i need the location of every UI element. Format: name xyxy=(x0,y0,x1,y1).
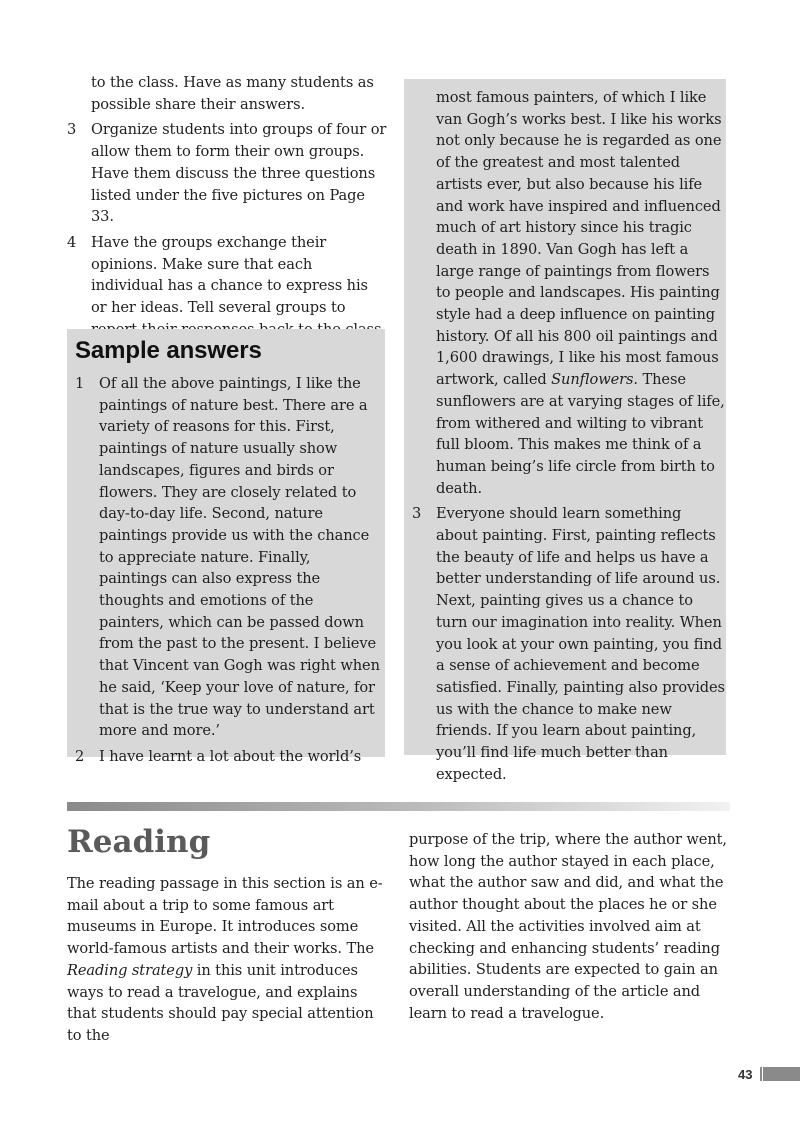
answer-2-continued: most famous painters, of which I like van Gogh’s works best. I like his works not only because he is regarded as one of the greatest and most talented artists ever, but also because his life and work have inspired and influenced much of art history since his tragic death in 1890. Van Gogh has left a large range of paintings from flowers to people and landscapes. His painting style had a deep influence on painting history. Of all his 800 oil paintings and 1,600 drawings, I like his most famous artwork, called Sunflowers. These sunflowers are at varying stages of life, from withered and wilting to vibrant full bloom. This makes me think of a human being’s life circle from birth to death. xyxy=(436,89,725,497)
page-number-bar xyxy=(763,1067,800,1081)
reading-right-paragraph: purpose of the trip, where the author went, how long the author stayed in each place, what the author saw and did, and what the author thought about the places he or she visited. All the activities involved aim at checking and enhancing students’ reading abilities. Students are expected to gain an overall understanding of the article and learn to read a travelogue. xyxy=(409,831,727,1022)
list-item: 1 Of all the above paintings, I like the paintings of nature best. There are a variety of reasons for this. First, paintings of nature usually show landscapes, figures and birds or flowers. They are closely related to day-to-day life. Second, nature paintings provide us with the chance to appreciate nature. Finally, paintings can also express the thoughts and emotions of the painters, which can be passed down from the past to the present. I believe that Vincent van Gogh was right when he said, ‘Keep your love of nature, for that is the true way to understand art more and more.’ xyxy=(75,375,380,740)
section-divider xyxy=(67,802,730,811)
left-top-text xyxy=(67,72,387,344)
continuation-text: to the class. Have as many students as possible share their answers. xyxy=(91,74,374,113)
sample-answers-box xyxy=(67,329,385,765)
list-item: 4 Have the groups exchange their opinions. Make sure that each individual has a chance to express his or her ideas. Tell several groups to xyxy=(67,233,368,317)
list-item xyxy=(412,87,726,499)
sample-answers-title: Sample answers xyxy=(75,337,262,364)
reading-left-paragraph: The reading passage in this section is an e-mail about a trip to some famous art museums in Europe. It introduces some world-famous artists and their works. The Reading strategy in this unit introduces ways to read a travelogue, and explains that students should pay special attention to the xyxy=(67,875,383,1044)
list-item: 3 Organize students into groups of four or allow them to form their own groups. Have them discuss the three questions listed under the five pictures on Page 33. xyxy=(67,121,387,226)
list-item: 3 Everyone should learn something about painting. First, painting reflects the beauty of life and helps us have a better understanding of life around us. Next, painting gives us a chance to turn our imagination into reality. When you look at your own painting, you find a sense of achievement and become satisfied. Finally, painting also provides us with the chance to make new friends. If you learn about painting, you’ll find life much better than expected. xyxy=(412,505,725,783)
sample-answers-continued-box xyxy=(404,79,726,783)
reading-heading: Reading xyxy=(67,824,211,860)
list-item: 2 I have learnt a lot about the world’s xyxy=(75,747,362,765)
page-number: 43 xyxy=(738,1067,753,1082)
list-item xyxy=(67,72,387,115)
